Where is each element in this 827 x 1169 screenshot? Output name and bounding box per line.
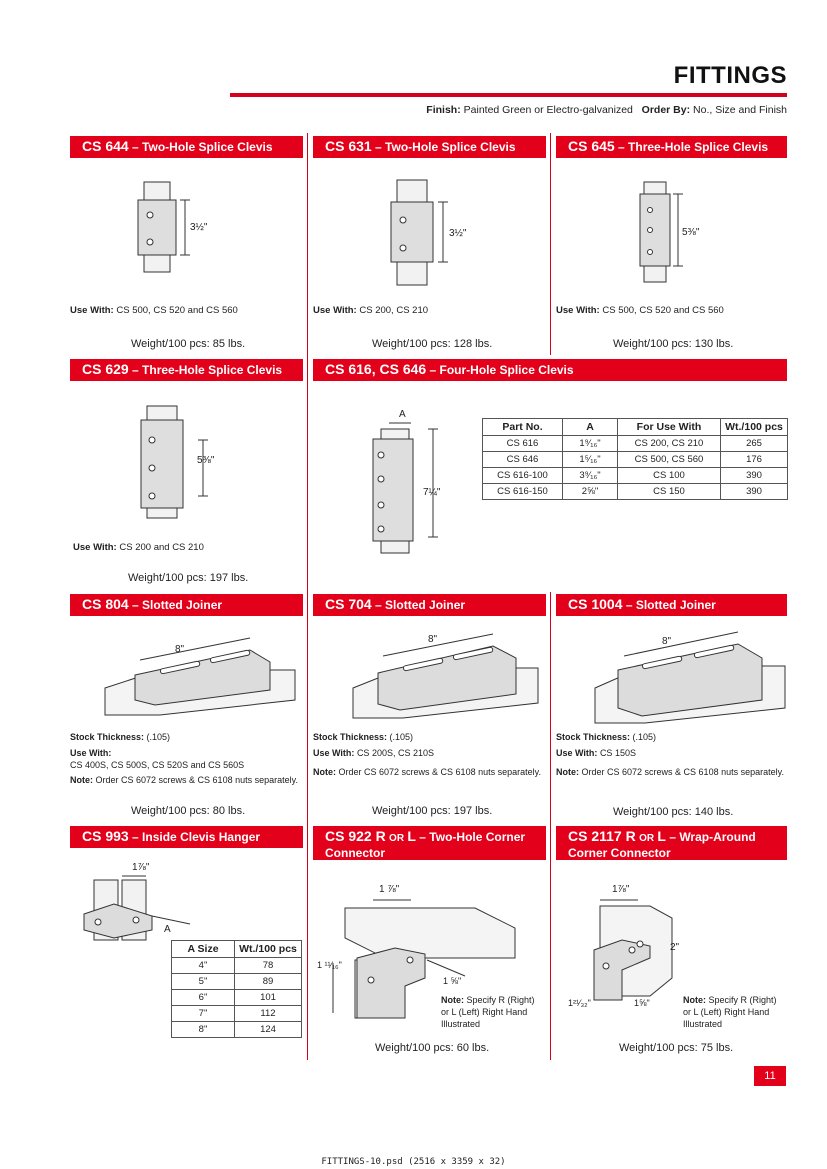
table-cell: 124 — [235, 1022, 302, 1038]
table-cell: 1⁵⁄₁₆" — [563, 452, 618, 468]
column-divider-left — [307, 133, 308, 1060]
table-cell: CS 200, CS 210 — [618, 436, 721, 452]
table-cell: 176 — [721, 452, 788, 468]
cs631-dim: 3½" — [449, 228, 467, 239]
order-label: Order By: — [641, 104, 691, 116]
table-cell: 112 — [235, 1006, 302, 1022]
cs704-dim: 8" — [428, 634, 438, 645]
cs645-use-value: CS 500, CS 520 and CS 560 — [602, 305, 724, 316]
cs804-stock-value: (.105) — [146, 732, 171, 742]
table-cell: 2⅝" — [563, 484, 618, 500]
order-value: No., Size and Finish — [693, 104, 787, 116]
cs922-name: – Two-Hole Corner Connector — [325, 830, 526, 860]
cs645-drawing — [620, 172, 730, 297]
file-footer: FITTINGS-10.psd (2516 x 3359 x 32) — [321, 1157, 506, 1167]
table-cell: 265 — [721, 436, 788, 452]
cs631-drawing — [375, 172, 485, 297]
cs2117-dim2: 2" — [670, 942, 680, 953]
finish-value: Painted Green or Electro-galvanized — [463, 104, 633, 116]
cs644-use-value: CS 500, CS 520 and CS 560 — [116, 305, 238, 316]
cs616-drawing — [355, 405, 465, 565]
cs644-weight: Weight/100 pcs: 85 lbs. — [131, 338, 246, 350]
table-cell: CS 100 — [618, 468, 721, 484]
cs629-weight: Weight/100 pcs: 197 lbs. — [128, 572, 249, 584]
table-cell: 8" — [172, 1022, 235, 1038]
cs616-code: CS 616, CS 646 — [325, 361, 427, 377]
cs629-dim: 5⅜" — [197, 455, 215, 466]
cs616-table — [482, 418, 788, 500]
cs922-header — [313, 826, 546, 860]
cs922-code2: L — [407, 828, 416, 844]
table-row — [172, 958, 302, 974]
cs2117-header — [556, 826, 787, 860]
table-cell: 3⁹⁄₁₆" — [563, 468, 618, 484]
cs1004-use-label: Use With: — [556, 748, 598, 758]
cs645-header — [556, 136, 787, 158]
table-cell: 101 — [235, 990, 302, 1006]
cs993-table — [171, 940, 302, 1038]
cs629-use — [73, 542, 204, 553]
cs644-dim: 3½" — [190, 222, 208, 233]
cs993-name: – Inside Clevis Hanger — [132, 830, 261, 844]
column-divider-right-row3 — [550, 592, 551, 1060]
title-rule — [230, 93, 787, 97]
cs804-drawing — [100, 630, 300, 720]
table-cell: CS 616-150 — [483, 484, 563, 500]
cs2117-weight: Weight/100 pcs: 75 lbs. — [619, 1042, 734, 1054]
cs616-th-use: For Use With — [618, 419, 721, 436]
cs616-th-wt: Wt./100 pcs — [721, 419, 788, 436]
cs2117-dim1: 1⅞" — [612, 884, 630, 895]
table-row — [483, 452, 788, 468]
cs804-use-label: Use With: — [70, 748, 112, 758]
cs922-dim1: 1 ⅞" — [379, 884, 400, 895]
table-row — [172, 1022, 302, 1038]
cs1004-drawing — [590, 628, 788, 728]
cs645-code: CS 645 — [568, 138, 615, 154]
cs629-use-label: Use With: — [73, 542, 117, 553]
table-cell: 4" — [172, 958, 235, 974]
cs704-code: CS 704 — [325, 596, 372, 612]
cs804-use-value: CS 400S, CS 500S, CS 520S and CS 560S — [70, 760, 245, 770]
cs704-stock-label: Stock Thickness: — [313, 732, 388, 742]
cs1004-note-label: Note: — [556, 767, 579, 777]
cs631-name: – Two-Hole Splice Clevis — [375, 140, 516, 154]
cs804-code: CS 804 — [82, 596, 129, 612]
cs804-details — [70, 731, 300, 786]
cs1004-details — [556, 731, 786, 778]
cs631-weight: Weight/100 pcs: 128 lbs. — [372, 338, 493, 350]
cs645-weight: Weight/100 pcs: 130 lbs. — [613, 338, 734, 350]
cs993-code: CS 993 — [82, 828, 129, 844]
cs922-weight: Weight/100 pcs: 60 lbs. — [375, 1042, 490, 1054]
cs2117-dim3: 1²¹⁄₃₂" — [568, 998, 591, 1008]
page-number: 11 — [754, 1066, 786, 1086]
table-cell: 390 — [721, 468, 788, 484]
cs645-use-label: Use With: — [556, 305, 600, 316]
finish-label: Finish: — [426, 104, 461, 116]
table-row — [483, 468, 788, 484]
cs1004-header — [556, 594, 787, 616]
cs616-header — [313, 359, 787, 381]
table-cell: CS 646 — [483, 452, 563, 468]
cs993-dim: 1⅞" — [132, 862, 150, 873]
cs645-dim: 5⅜" — [682, 227, 700, 238]
cs1004-use-value: CS 150S — [599, 748, 636, 758]
cs1004-weight: Weight/100 pcs: 140 lbs. — [613, 806, 734, 818]
cs644-header — [70, 136, 303, 158]
cs645-use — [556, 305, 724, 316]
cs993-th-wt: Wt./100 pcs — [235, 941, 302, 958]
cs644-drawing — [120, 170, 230, 290]
table-cell: 5" — [172, 974, 235, 990]
cs922-dim3: 1 ⅝" — [443, 976, 462, 986]
table-cell: 1⁹⁄₁₆" — [563, 436, 618, 452]
cs1004-code: CS 1004 — [568, 596, 623, 612]
cs704-weight: Weight/100 pcs: 197 lbs. — [372, 805, 493, 817]
cs1004-dim: 8" — [662, 636, 672, 647]
cs804-header — [70, 594, 303, 616]
cs1004-note-value: Order CS 6072 screws & CS 6108 nuts separately. — [581, 767, 784, 777]
table-cell: 89 — [235, 974, 302, 990]
cs644-name: – Two-Hole Splice Clevis — [132, 140, 273, 154]
cs2117-code2: L — [657, 828, 666, 844]
cs804-dim: 8" — [175, 644, 185, 655]
cs993-drawing — [80, 858, 210, 948]
cs629-code: CS 629 — [82, 361, 129, 377]
table-cell: CS 616 — [483, 436, 563, 452]
cs704-note-value: Order CS 6072 screws & CS 6108 nuts separately. — [338, 767, 541, 777]
cs704-stock-value: (.105) — [389, 732, 414, 742]
cs2117-note-value: Specify R (Right) or L (Left) Right Hand Illustrated — [683, 995, 777, 1029]
cs616-th-part: Part No. — [483, 419, 563, 436]
finish-order-line — [426, 104, 787, 116]
cs922-dim2: 1 ¹¹⁄₁₆" — [317, 960, 342, 970]
cs644-code: CS 644 — [82, 138, 129, 154]
table-row — [172, 1006, 302, 1022]
cs922-code: CS 922 R — [325, 828, 386, 844]
cs631-use — [313, 305, 428, 316]
cs2117-note-label: Note: — [683, 995, 706, 1005]
cs1004-stock-value: (.105) — [632, 732, 657, 742]
cs804-weight: Weight/100 pcs: 80 lbs. — [131, 805, 246, 817]
cs2117-code: CS 2117 R — [568, 828, 636, 844]
cs704-details — [313, 731, 545, 778]
cs704-header — [313, 594, 546, 616]
table-cell: 6" — [172, 990, 235, 1006]
cs629-name: – Three-Hole Splice Clevis — [132, 363, 283, 377]
cs631-header — [313, 136, 546, 158]
cs2117-drawing — [560, 878, 685, 1018]
cs704-name: – Slotted Joiner — [375, 598, 466, 612]
cs993-dim-a: A — [164, 924, 171, 935]
cs631-code: CS 631 — [325, 138, 372, 154]
table-header-row — [483, 419, 788, 436]
table-cell: CS 500, CS 560 — [618, 452, 721, 468]
cs993-header — [70, 826, 303, 848]
cs804-note-label: Note: — [70, 775, 93, 785]
cs631-use-value: CS 200, CS 210 — [359, 305, 429, 316]
table-cell: CS 150 — [618, 484, 721, 500]
cs704-use-label: Use With: — [313, 748, 355, 758]
cs629-use-value: CS 200 and CS 210 — [119, 542, 204, 553]
cs704-note-label: Note: — [313, 767, 336, 777]
cs629-header — [70, 359, 303, 381]
cs644-use — [70, 305, 238, 316]
table-row — [483, 484, 788, 500]
cs616-dim: 7¼" — [423, 487, 441, 498]
cs922-note-value: Specify R (Right) or L (Left) Right Hand Illustrated — [441, 995, 535, 1029]
cs804-stock-label: Stock Thickness: — [70, 732, 145, 742]
table-cell: 7" — [172, 1006, 235, 1022]
cs993-th-size: A Size — [172, 941, 235, 958]
cs644-use-label: Use With: — [70, 305, 114, 316]
cs922-note — [441, 994, 545, 1030]
cs631-use-label: Use With: — [313, 305, 357, 316]
cs704-use-value: CS 200S, CS 210S — [356, 748, 434, 758]
table-cell: 390 — [721, 484, 788, 500]
cs1004-stock-label: Stock Thickness: — [556, 732, 631, 742]
table-row — [172, 974, 302, 990]
cs2117-dim4: 1⅝" — [634, 998, 650, 1008]
table-row — [172, 990, 302, 1006]
cs704-drawing — [348, 628, 543, 723]
cs922-or: OR — [389, 833, 405, 844]
cs1004-name: – Slotted Joiner — [625, 598, 716, 612]
table-header-row — [172, 941, 302, 958]
table-cell: 78 — [235, 958, 302, 974]
table-row — [483, 436, 788, 452]
cs616-dim-a: A — [399, 409, 406, 420]
cs629-drawing — [125, 400, 235, 530]
page-title: FITTINGS — [673, 62, 787, 89]
cs2117-note — [683, 994, 787, 1030]
cs616-th-a: A — [563, 419, 618, 436]
cs804-note-value: Order CS 6072 screws & CS 6108 nuts separately. — [95, 775, 298, 785]
column-divider-right-row1 — [550, 133, 551, 355]
cs645-name: – Three-Hole Splice Clevis — [618, 140, 769, 154]
cs804-name: – Slotted Joiner — [132, 598, 223, 612]
table-cell: CS 616-100 — [483, 468, 563, 484]
cs2117-name: – Wrap-Around Corner Connector — [568, 830, 756, 860]
cs2117-or: OR — [639, 833, 655, 844]
cs922-note-label: Note: — [441, 995, 464, 1005]
cs616-name: – Four-Hole Splice Clevis — [429, 363, 574, 377]
